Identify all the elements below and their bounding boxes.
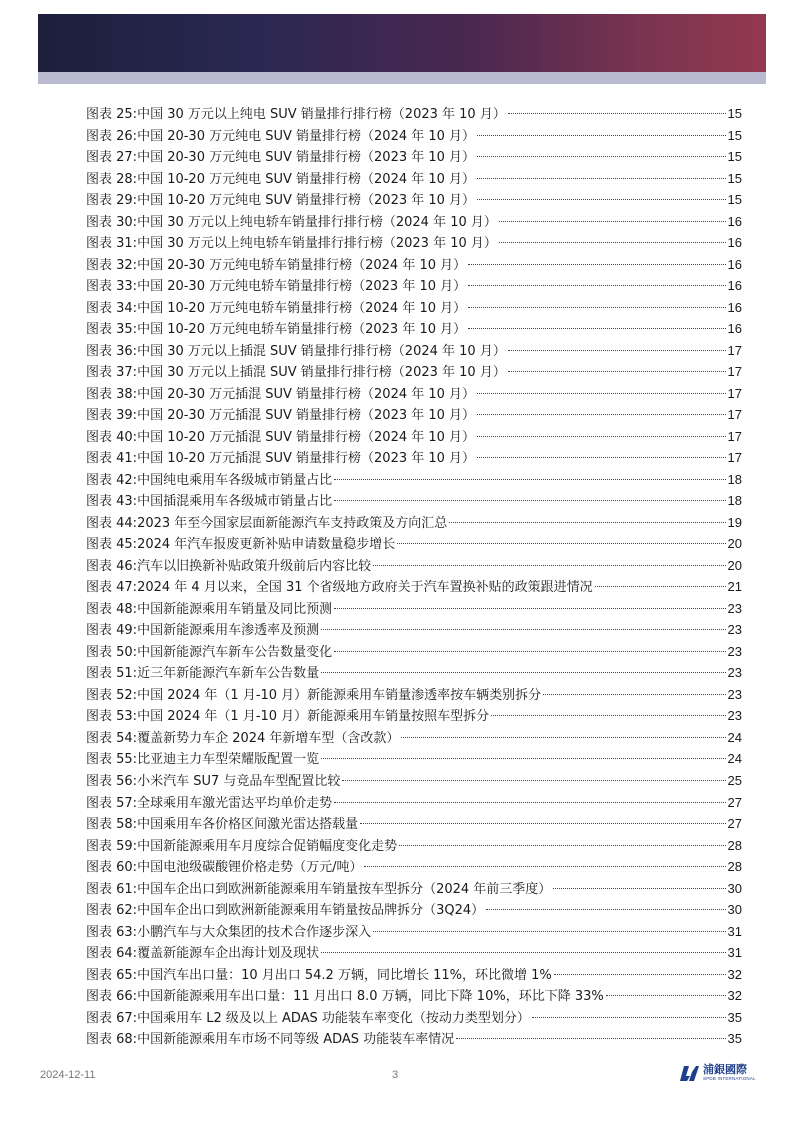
toc-entry-page: 21: [727, 579, 742, 595]
toc-leader-dots: [373, 565, 725, 566]
logo-mark-icon: [678, 1062, 700, 1084]
toc-entry[interactable]: [86, 297, 742, 319]
toc-leader-dots: [401, 737, 725, 738]
toc-leader-dots: [477, 414, 725, 415]
toc-entry-label: 图表 34:: [86, 300, 138, 316]
toc-leader-dots: [553, 888, 725, 889]
toc-entry-label: 图表 47:: [86, 580, 138, 596]
toc-entry-title: 中国 30 万元以上插混 SUV 销量排行排行榜（2024 年 10 月）: [137, 343, 506, 359]
toc-entry[interactable]: [86, 447, 742, 469]
toc-entry[interactable]: [86, 469, 742, 491]
toc-leader-dots: [468, 285, 725, 286]
toc-entry[interactable]: [86, 555, 742, 577]
toc-entry-page: 18: [727, 471, 742, 487]
toc-entry-page: 23: [727, 708, 742, 724]
toc-entry-title: 中国 20-30 万元插混 SUV 销量排行榜（2024 年 10 月）: [137, 386, 476, 402]
toc-entry[interactable]: [86, 254, 742, 276]
toc-leader-dots: [321, 672, 725, 673]
toc-entry-title: 小米汽车 SU7 与竞品车型配置比较: [137, 773, 341, 789]
toc-entry-title: 中国 10-20 万元纯电 SUV 销量排行榜（2023 年 10 月）: [137, 193, 476, 209]
toc-entry[interactable]: [86, 125, 742, 147]
toc-entry[interactable]: [86, 662, 742, 684]
toc-entry[interactable]: [86, 146, 742, 168]
toc-entry-page: 16: [727, 213, 742, 229]
toc-entry[interactable]: [86, 232, 742, 254]
toc-leader-dots: [477, 135, 725, 136]
toc-leader-dots: [456, 1038, 725, 1039]
toc-entry-page: 23: [727, 686, 742, 702]
toc-entry[interactable]: [86, 598, 742, 620]
toc-entry[interactable]: [86, 211, 742, 233]
toc-entry-label: 图表 45:: [86, 537, 138, 553]
toc-entry-page: 35: [727, 1009, 742, 1025]
toc-entry-title: 中国纯电乘用车各级城市销量占比: [137, 472, 333, 488]
toc-entry[interactable]: [86, 856, 742, 878]
toc-entry-label: 图表 39:: [86, 408, 138, 424]
toc-entry-title: 覆盖新能源车企出海计划及现状: [137, 946, 320, 962]
toc-entry-page: 20: [727, 557, 742, 573]
toc-entry[interactable]: [86, 792, 742, 814]
figure-list: [86, 103, 742, 1050]
toc-entry-page: 16: [727, 321, 742, 337]
toc-entry[interactable]: [86, 899, 742, 921]
toc-entry-label: 图表 30:: [86, 214, 138, 230]
toc-leader-dots: [334, 651, 725, 652]
toc-leader-dots: [334, 500, 725, 501]
toc-entry[interactable]: [86, 426, 742, 448]
toc-entry[interactable]: [86, 813, 742, 835]
toc-leader-dots: [477, 156, 725, 157]
toc-leader-dots: [321, 758, 725, 759]
toc-entry[interactable]: [86, 189, 742, 211]
toc-entry-label: 图表 49:: [86, 623, 138, 639]
toc-entry-label: 图表 61:: [86, 881, 138, 897]
toc-entry-label: 图表 55:: [86, 752, 138, 768]
toc-entry-page: 28: [727, 859, 742, 875]
toc-leader-dots: [554, 974, 726, 975]
toc-entry-label: 图表 48:: [86, 601, 138, 617]
toc-entry-title: 2024 年 4 月以来，全国 31 个省级地方政府关于汽车置换补贴的政策跟进情况: [137, 580, 593, 596]
toc-entry[interactable]: [86, 533, 742, 555]
toc-entry[interactable]: [86, 619, 742, 641]
toc-entry-title: 中国 20-30 万元纯电 SUV 销量排行榜（2023 年 10 月）: [137, 150, 476, 166]
toc-leader-dots: [477, 178, 725, 179]
toc-entry[interactable]: [86, 490, 742, 512]
toc-entry-label: 图表 29:: [86, 193, 138, 209]
logo-name-en: SPDB INTERNATIONAL: [703, 1076, 756, 1082]
toc-entry-page: 27: [727, 794, 742, 810]
toc-leader-dots: [399, 845, 725, 846]
toc-entry-title: 全球乘用车激光雷达平均单价走势: [137, 795, 333, 811]
toc-entry-label: 图表 67:: [86, 1010, 138, 1026]
toc-entry-title: 中国 10-20 万元插混 SUV 销量排行榜（2024 年 10 月）: [137, 429, 476, 445]
toc-entry-title: 中国新能源汽车新车公告数量变化: [137, 644, 333, 660]
toc-entry-title: 中国乘用车各价格区间激光雷达搭载量: [137, 817, 359, 833]
toc-leader-dots: [606, 995, 726, 996]
toc-entry[interactable]: [86, 727, 742, 749]
toc-entry-page: 18: [727, 493, 742, 509]
toc-entry-label: 图表 27:: [86, 150, 138, 166]
toc-entry-label: 图表 33:: [86, 279, 138, 295]
toc-entry-label: 图表 62:: [86, 903, 138, 919]
toc-entry-title: 中国插混乘用车各级城市销量占比: [137, 494, 333, 510]
toc-entry-page: 16: [727, 256, 742, 272]
toc-entry-label: 图表 38:: [86, 386, 138, 402]
toc-entry-title: 中国 30 万元以上纯电轿车销量排行排行榜（2024 年 10 月）: [137, 214, 497, 230]
toc-leader-dots: [321, 629, 725, 630]
toc-entry-title: 近三年新能源汽车新车公告数量: [137, 666, 320, 682]
toc-entry[interactable]: [86, 168, 742, 190]
toc-entry-title: 覆盖新势力车企 2024 年新增车型（含改款）: [137, 730, 400, 746]
toc-entry-title: 中国车企出口到欧洲新能源乘用车销量按品牌拆分（3Q24）: [137, 903, 485, 919]
toc-leader-dots: [477, 199, 725, 200]
header-banner: [38, 14, 766, 72]
toc-entry-page: 15: [727, 149, 742, 165]
toc-leader-dots: [334, 802, 725, 803]
toc-entry-title: 中国 20-30 万元插混 SUV 销量排行榜（2023 年 10 月）: [137, 408, 476, 424]
toc-entry[interactable]: [86, 1028, 742, 1050]
toc-leader-dots: [508, 113, 726, 114]
toc-entry-label: 图表 54:: [86, 730, 138, 746]
toc-entry-page: 19: [727, 514, 742, 530]
toc-leader-dots: [334, 479, 725, 480]
toc-entry-title: 中国 30 万元以上插混 SUV 销量排行排行榜（2023 年 10 月）: [137, 365, 506, 381]
toc-entry-title: 中国 10-20 万元插混 SUV 销量排行榜（2023 年 10 月）: [137, 451, 476, 467]
toc-entry-title: 中国新能源乘用车销量及同比预测: [137, 601, 333, 617]
toc-entry-label: 图表 41:: [86, 451, 138, 467]
toc-entry-title: 中国车企出口到欧洲新能源乘用车销量按车型拆分（2024 年前三季度）: [137, 881, 552, 897]
toc-entry-label: 图表 25:: [86, 107, 138, 122]
toc-entry-page: 17: [727, 450, 742, 466]
toc-entry-title: 中国 20-30 万元纯电 SUV 销量排行榜（2024 年 10 月）: [137, 128, 476, 144]
toc-entry-page: 31: [727, 923, 742, 939]
toc-leader-dots: [595, 586, 726, 587]
toc-entry-label: 图表 65:: [86, 967, 138, 983]
footer-date: 2024-12-11: [40, 1069, 96, 1081]
toc-leader-dots: [342, 780, 725, 781]
toc-leader-dots: [397, 543, 725, 544]
toc-leader-dots: [508, 350, 726, 351]
company-logo: [678, 1060, 756, 1086]
toc-entry-title: 中国 20-30 万元纯电轿车销量排行榜（2023 年 10 月）: [137, 279, 467, 295]
toc-entry-label: 图表 51:: [86, 666, 138, 682]
toc-leader-dots: [468, 264, 725, 265]
toc-entry-label: 图表 31:: [86, 236, 138, 252]
toc-entry-page: 27: [727, 816, 742, 832]
toc-entry-title: 中国新能源乘用车出口量：11 月出口 8.0 万辆，同比下降 10%，环比下降 33%: [137, 989, 604, 1005]
toc-entry-page: 24: [727, 751, 742, 767]
toc-leader-dots: [477, 393, 725, 394]
toc-entry-page: 16: [727, 278, 742, 294]
toc-entry-title: 比亚迪主力车型荣耀版配置一览: [137, 752, 320, 768]
toc-leader-dots: [532, 1017, 726, 1018]
toc-entry[interactable]: [86, 404, 742, 426]
toc-entry-title: 小鹏汽车与大众集团的技术合作逐步深入: [137, 924, 372, 940]
toc-entry[interactable]: [86, 361, 742, 383]
toc-entry-title: 汽车以旧换新补贴政策升级前后内容比较: [137, 558, 372, 574]
toc-entry-title: 中国新能源乘用车市场不同等级 ADAS 功能装车率情况: [137, 1032, 455, 1048]
toc-leader-dots: [491, 715, 725, 716]
toc-entry-label: 图表 66:: [86, 989, 138, 1005]
toc-leader-dots: [321, 952, 725, 953]
toc-leader-dots: [468, 328, 725, 329]
toc-entry-label: 图表 43:: [86, 494, 138, 510]
toc-entry[interactable]: [86, 942, 742, 964]
toc-entry-label: 图表 53:: [86, 709, 138, 725]
toc-leader-dots: [499, 242, 726, 243]
toc-entry-title: 中国汽车出口量：10 月出口 54.2 万辆，同比增长 11%，环比微增 1%: [137, 967, 552, 983]
toc-entry-title: 中国乘用车 L2 级及以上 ADAS 功能装车率变化（按动力类型划分）: [137, 1010, 530, 1026]
toc-entry[interactable]: [86, 835, 742, 857]
toc-entry[interactable]: [86, 985, 742, 1007]
toc-entry-page: 32: [727, 988, 742, 1004]
toc-leader-dots: [334, 608, 725, 609]
toc-leader-dots: [477, 457, 725, 458]
toc-entry[interactable]: [86, 275, 742, 297]
toc-entry-page: 23: [727, 600, 742, 616]
toc-entry[interactable]: [86, 340, 742, 362]
toc-leader-dots: [373, 931, 725, 932]
toc-entry-page: 28: [727, 837, 742, 853]
toc-entry[interactable]: [86, 964, 742, 986]
toc-entry[interactable]: [86, 576, 742, 598]
toc-leader-dots: [486, 909, 725, 910]
toc-entry-title: 中国 10-20 万元纯电轿车销量排行榜（2023 年 10 月）: [137, 322, 467, 338]
toc-entry-page: 17: [727, 342, 742, 358]
toc-entry-page: 20: [727, 536, 742, 552]
toc-entry-label: 图表 37:: [86, 365, 138, 381]
toc-entry-page: 32: [727, 966, 742, 982]
toc-entry[interactable]: [86, 1007, 742, 1029]
toc-entry-label: 图表 36:: [86, 343, 138, 359]
toc-entry-title: 中国 20-30 万元纯电轿车销量排行榜（2024 年 10 月）: [137, 257, 467, 273]
toc-entry-title: 中国电池级碳酸锂价格走势（万元/吨）: [137, 860, 363, 876]
toc-entry-title: 中国 2024 年（1 月-10 月）新能源乘用车销量按照车型拆分: [137, 709, 490, 725]
toc-entry-label: 图表 52:: [86, 687, 138, 703]
toc-entry-page: 15: [727, 170, 742, 186]
toc-entry[interactable]: [86, 318, 742, 340]
toc-entry-title: 中国新能源乘用车渗透率及预测: [137, 623, 320, 639]
toc-entry-title: 中国 30 万元以上纯电 SUV 销量排行排行榜（2023 年 10 月）: [137, 107, 506, 122]
toc-entry-label: 图表 57:: [86, 795, 138, 811]
toc-entry-label: 图表 44:: [86, 515, 138, 531]
toc-entry-page: 35: [727, 1031, 742, 1047]
toc-entry-page: 15: [727, 192, 742, 208]
toc-entry-label: 图表 40:: [86, 429, 138, 445]
toc-entry-page: 30: [727, 902, 742, 918]
toc-entry[interactable]: [86, 921, 742, 943]
toc-entry[interactable]: [86, 641, 742, 663]
toc-entry-label: 图表 60:: [86, 860, 138, 876]
toc-entry-page: 24: [727, 729, 742, 745]
toc-entry-label: 图表 42:: [86, 472, 138, 488]
toc-entry-label: 图表 26:: [86, 128, 138, 144]
toc-entry-label: 图表 35:: [86, 322, 138, 338]
toc-entry-label: 图表 50:: [86, 644, 138, 660]
toc-entry-page: 17: [727, 428, 742, 444]
toc-entry-label: 图表 64:: [86, 946, 138, 962]
toc-entry-label: 图表 63:: [86, 924, 138, 940]
toc-entry-page: 23: [727, 622, 742, 638]
toc-entry[interactable]: [86, 383, 742, 405]
toc-entry-page: 17: [727, 364, 742, 380]
toc-entry-page: 17: [727, 407, 742, 423]
toc-entry-page: 23: [727, 643, 742, 659]
toc-entry-title: 中国 2024 年（1 月-10 月）新能源乘用车销量渗透率按车辆类别拆分: [137, 687, 542, 703]
toc-entry-title: 2023 年至今国家层面新能源汽车支持政策及方向汇总: [137, 515, 448, 531]
toc-leader-dots: [477, 436, 725, 437]
toc-entry[interactable]: [86, 103, 742, 125]
toc-leader-dots: [508, 371, 726, 372]
toc-entry-title: 2024 年汽车报废更新补贴申请数量稳步增长: [137, 537, 396, 553]
toc-entry-label: 图表 59:: [86, 838, 138, 854]
toc-entry-page: 15: [727, 106, 742, 121]
toc-entry[interactable]: [86, 748, 742, 770]
toc-entry[interactable]: [86, 770, 742, 792]
toc-entry[interactable]: [86, 512, 742, 534]
toc-entry-page: 25: [727, 772, 742, 788]
toc-entry[interactable]: [86, 878, 742, 900]
toc-entry-page: 23: [727, 665, 742, 681]
toc-entry-page: 17: [727, 385, 742, 401]
logo-name-cn: 浦銀國際: [703, 1063, 747, 1077]
toc-entry-label: 图表 68:: [86, 1032, 138, 1048]
toc-entry[interactable]: [86, 705, 742, 727]
toc-leader-dots: [364, 866, 725, 867]
toc-leader-dots: [499, 221, 726, 222]
toc-entry-label: 图表 28:: [86, 171, 138, 187]
toc-entry-page: 30: [727, 880, 742, 896]
toc-entry-title: 中国 10-20 万元纯电轿车销量排行榜（2024 年 10 月）: [137, 300, 467, 316]
toc-leader-dots: [449, 522, 725, 523]
toc-entry[interactable]: [86, 684, 742, 706]
toc-entry-label: 图表 32:: [86, 257, 138, 273]
toc-leader-dots: [360, 823, 725, 824]
toc-entry-title: 中国 30 万元以上纯电轿车销量排行排行榜（2023 年 10 月）: [137, 236, 497, 252]
toc-entry-title: 中国新能源乘用车月度综合促销幅度变化走势: [137, 838, 398, 854]
header-rule: [38, 72, 766, 84]
toc-leader-dots: [468, 307, 725, 308]
toc-entry-page: 31: [727, 945, 742, 961]
toc-entry-page: 16: [727, 299, 742, 315]
toc-entry-page: 15: [727, 127, 742, 143]
toc-entry-title: 中国 10-20 万元纯电 SUV 销量排行榜（2024 年 10 月）: [137, 171, 476, 187]
toc-entry-label: 图表 58:: [86, 817, 138, 833]
page-number: 3: [392, 1069, 399, 1081]
toc-entry-page: 16: [727, 235, 742, 251]
toc-leader-dots: [543, 694, 725, 695]
toc-entry-label: 图表 56:: [86, 773, 138, 789]
toc-entry-label: 图表 46:: [86, 558, 138, 574]
